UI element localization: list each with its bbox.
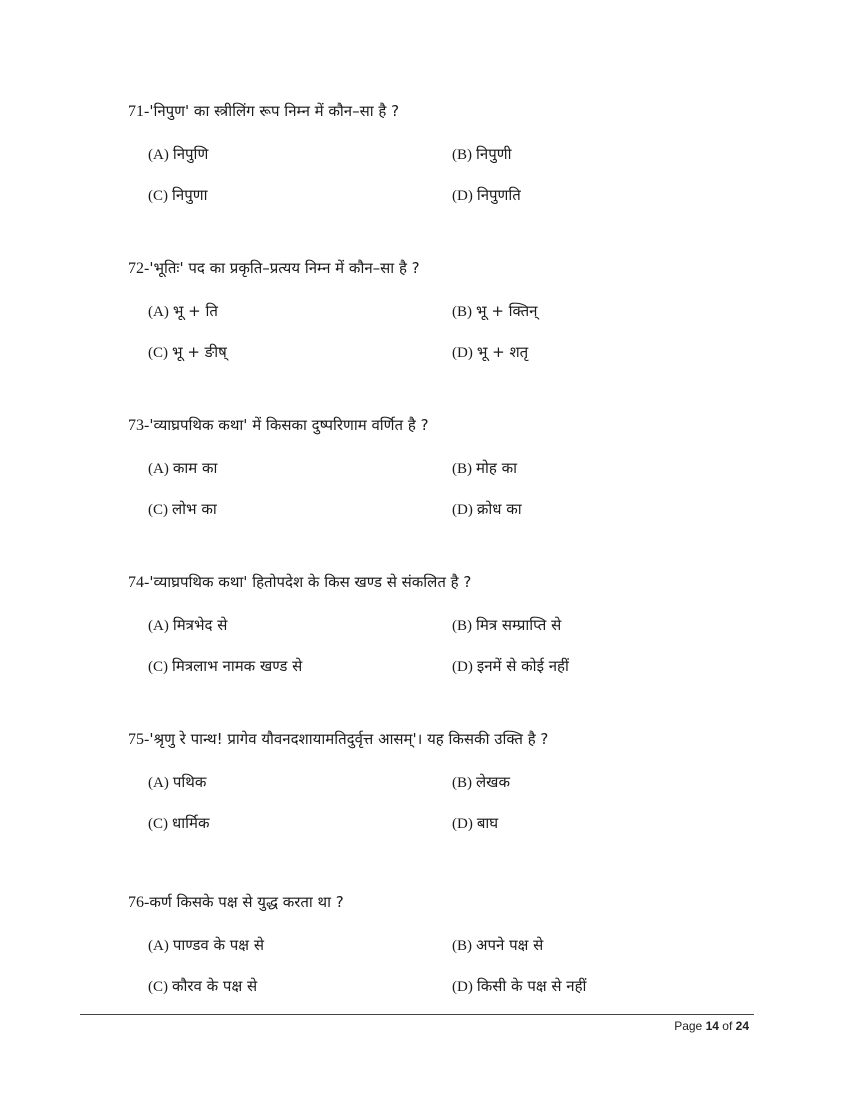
option-b: (B) निपुणी	[452, 145, 512, 163]
question-text: कर्ण किसके पक्ष से युद्ध करता था ?	[149, 893, 344, 911]
option-d: (D) भू + शतृ	[452, 343, 529, 361]
option-a: (A) मित्रभेद से	[148, 616, 228, 634]
option-list	[128, 143, 768, 205]
option-d: (D) बाघ	[452, 814, 499, 832]
option-b: (B) अपने पक्ष से	[452, 936, 544, 954]
option-c: (C) मित्रलाभ नामक खण्ड से	[148, 657, 303, 675]
option-list	[128, 614, 768, 676]
option-c: (C) निपुणा	[148, 186, 208, 204]
question-number: 76-	[128, 894, 150, 911]
option-a: (A) निपुणि	[148, 145, 209, 163]
option-d: (D) क्रोध का	[452, 500, 522, 518]
option-a: (A) पाण्डव के पक्ष से	[148, 936, 264, 954]
question-73	[128, 414, 768, 519]
option-a: (A) काम का	[148, 459, 218, 477]
question-number: 75-	[128, 731, 150, 748]
question-76	[128, 891, 768, 996]
question-75	[128, 728, 768, 833]
option-list	[128, 457, 768, 519]
option-c: (C) धार्मिक	[148, 814, 210, 832]
question-number: 72-	[128, 260, 150, 277]
option-d: (D) इनमें से कोई नहीं	[452, 657, 569, 675]
question-stem	[128, 100, 768, 123]
option-a: (A) भू + ति	[148, 302, 218, 320]
option-c: (C) लोभ का	[148, 500, 217, 518]
of-label: of	[722, 1019, 733, 1033]
question-stem	[128, 728, 768, 751]
option-d: (D) किसी के पक्ष से नहीं	[452, 977, 587, 995]
option-c: (C) कौरव के पक्ष से	[148, 977, 258, 995]
footer-divider	[80, 1014, 754, 1015]
question-text: 'व्याघ्रपथिक कथा' हितोपदेश के किस खण्ड से संकलित है ?	[149, 573, 472, 591]
option-b: (B) मोह का	[452, 459, 517, 477]
option-b: (B) भू + क्तिन्	[452, 302, 538, 320]
option-list	[128, 771, 768, 833]
question-number: 71-	[128, 103, 150, 120]
question-text: 'निपुण' का स्त्रीलिंग रूप निम्न में कौन–सा है ?	[149, 102, 400, 120]
option-list	[128, 300, 768, 362]
page-footer	[674, 1019, 749, 1033]
question-stem	[128, 571, 768, 594]
question-71	[128, 100, 768, 205]
option-d: (D) निपुणति	[452, 186, 521, 204]
page-current: 14	[705, 1019, 719, 1033]
question-number: 73-	[128, 417, 150, 434]
question-stem	[128, 257, 768, 280]
question-72	[128, 257, 768, 362]
question-text: 'व्याघ्रपथिक कथा' में किसका दुष्परिणाम वर्णित है ?	[149, 416, 429, 434]
question-text: 'भूतिः' पद का प्रकृति–प्रत्यय निम्न में कौन–सा है ?	[149, 259, 420, 277]
option-b: (B) लेखक	[452, 773, 510, 791]
question-74	[128, 571, 768, 676]
question-stem	[128, 891, 768, 914]
question-number: 74-	[128, 574, 150, 591]
question-text: 'श्रृणु रे पान्थ! प्रागेव यौवनदशायामतिदुर्वृत्त आसम्'। यह किसकी उक्ति है ?	[149, 730, 549, 748]
option-b: (B) मित्र सम्प्राप्ति से	[452, 616, 562, 634]
option-c: (C) भू + ङीष्	[148, 343, 227, 361]
page-total: 24	[735, 1019, 749, 1033]
question-stem	[128, 414, 768, 437]
option-a: (A) पथिक	[148, 773, 207, 791]
option-list	[128, 934, 768, 996]
page-label: Page	[674, 1019, 703, 1033]
